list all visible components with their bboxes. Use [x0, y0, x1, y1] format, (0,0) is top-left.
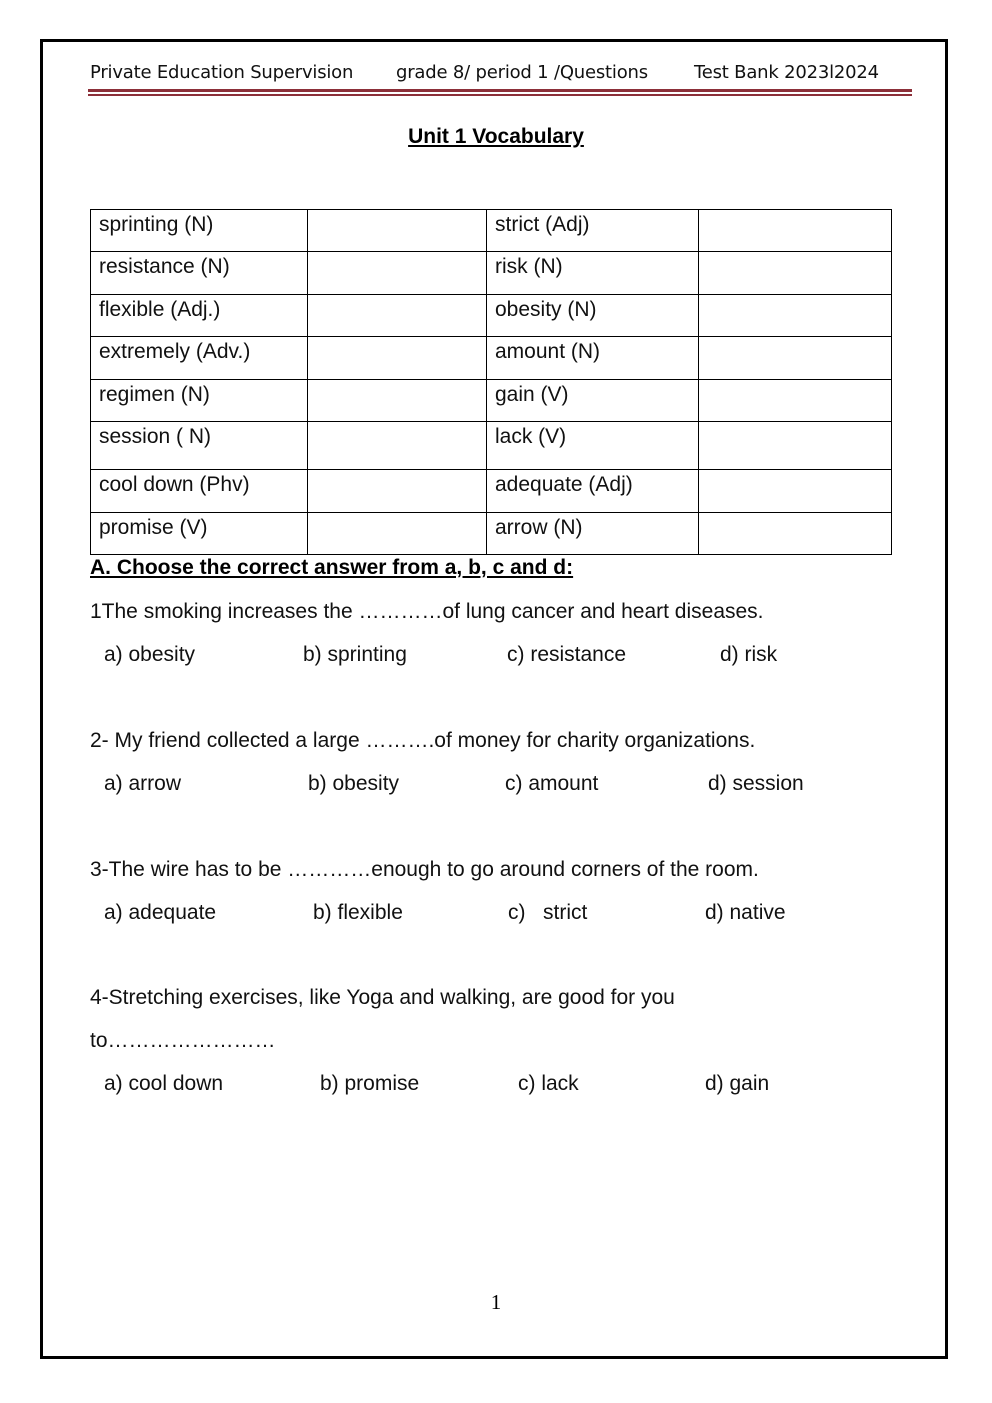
vocab-word: gain (V) — [487, 380, 699, 422]
option-d: d) gain — [705, 1072, 770, 1095]
vocab-word: obesity (N) — [487, 295, 699, 337]
vocab-answer-cell — [699, 295, 892, 337]
option-c: c) lack — [518, 1072, 579, 1095]
question-4-continuation: to…………………… — [90, 1029, 276, 1052]
vocab-answer-cell — [308, 252, 487, 295]
question-1: 1The smoking increases the …………of lung cancer and heart diseases. — [90, 600, 764, 623]
vocab-word: extremely (Adv.) — [91, 337, 308, 380]
vocab-answer-cell — [699, 337, 892, 380]
vocab-word: lack (V) — [487, 422, 699, 470]
vocab-word: risk (N) — [487, 252, 699, 295]
question-4: 4-Stretching exercises, like Yoga and walking, are good for you — [90, 986, 675, 1009]
option-a: a) obesity — [104, 643, 196, 666]
header-rule-thin — [88, 94, 912, 96]
vocab-answer-cell — [699, 252, 892, 295]
option-c: c) strict — [508, 901, 588, 924]
vocab-word: sprinting (N) — [91, 210, 308, 252]
vocab-row — [91, 295, 892, 337]
vocab-answer-cell — [308, 380, 487, 422]
header-test-bank: Test Bank 2023l2024 — [694, 62, 879, 83]
vocab-answer-cell — [308, 470, 487, 513]
vocab-word: cool down (Phv) — [91, 470, 308, 513]
question-3: 3-The wire has to be …………enough to go around corners of the room. — [90, 858, 759, 881]
option-b: b) flexible — [313, 901, 403, 924]
vocab-answer-cell — [699, 380, 892, 422]
vocab-row — [91, 210, 892, 252]
vocab-answer-cell — [308, 422, 487, 470]
option-c: c) amount — [505, 772, 599, 795]
option-a: a) arrow — [104, 772, 182, 795]
option-a: a) adequate — [104, 901, 217, 924]
vocab-answer-cell — [699, 513, 892, 555]
option-a: a) cool down — [104, 1072, 224, 1095]
page-title: Unit 1 Vocabulary — [408, 125, 584, 148]
option-b: b) promise — [320, 1072, 420, 1095]
section-a-heading: A. Choose the correct answer from a, b, c and d: — [90, 556, 574, 579]
vocabulary-table — [90, 209, 892, 555]
option-c: c) resistance — [507, 643, 627, 666]
vocab-word: amount (N) — [487, 337, 699, 380]
vocab-word: flexible (Adj.) — [91, 295, 308, 337]
question-2: 2- My friend collected a large ……….of money for charity organizations. — [90, 729, 756, 752]
header-grade: grade 8/ period 1 /Questions — [396, 62, 648, 83]
vocab-answer-cell — [308, 337, 487, 380]
option-d: d) session — [708, 772, 804, 795]
vocab-word: arrow (N) — [487, 513, 699, 555]
option-d: d) risk — [720, 643, 778, 666]
option-b: b) sprinting — [303, 643, 407, 666]
vocab-answer-cell — [699, 470, 892, 513]
vocab-answer-cell — [308, 210, 487, 252]
vocab-row — [91, 470, 892, 513]
vocab-row — [91, 513, 892, 555]
vocab-answer-cell — [308, 513, 487, 555]
vocab-row — [91, 337, 892, 380]
vocab-row — [91, 422, 892, 470]
option-b: b) obesity — [308, 772, 400, 795]
vocab-answer-cell — [308, 295, 487, 337]
vocab-answer-cell — [699, 422, 892, 470]
vocab-word: promise (V) — [91, 513, 308, 555]
header-supervision: Private Education Supervision — [90, 62, 354, 83]
header-rule — [88, 89, 912, 92]
vocab-word: strict (Adj) — [487, 210, 699, 252]
vocab-word: regimen (N) — [91, 380, 308, 422]
option-d: d) native — [705, 901, 786, 924]
vocab-word: adequate (Adj) — [487, 470, 699, 513]
vocab-answer-cell — [699, 210, 892, 252]
vocab-row — [91, 252, 892, 295]
vocab-row — [91, 380, 892, 422]
vocab-word: resistance (N) — [91, 252, 308, 295]
vocab-word: session ( N) — [91, 422, 308, 470]
page-number: 1 — [490, 1290, 502, 1314]
